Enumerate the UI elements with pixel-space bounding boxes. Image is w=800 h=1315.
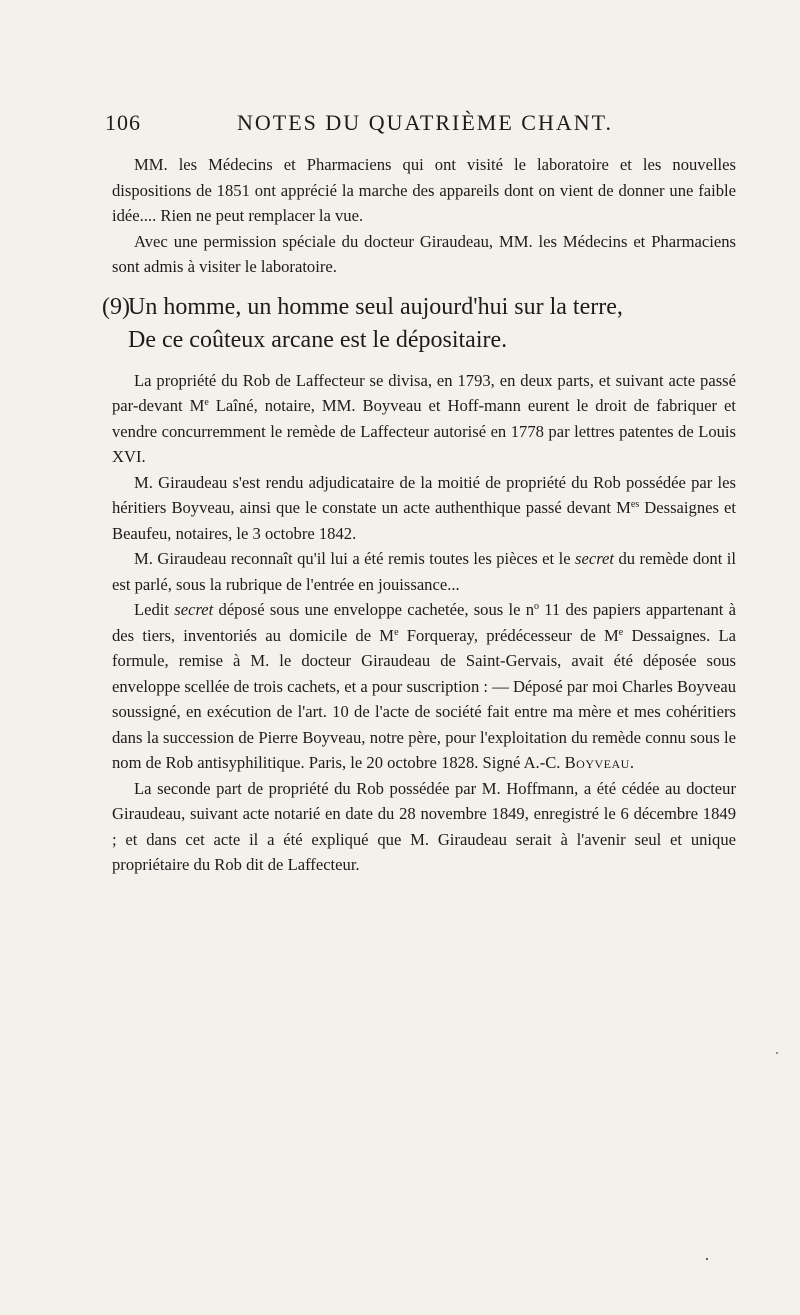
running-head [105, 110, 745, 138]
text-run: La propriété du Rob de Laffecteur se divisa, en 1793, en deux parts, et suivant acte passé par-devant M [112, 370, 736, 415]
emphasis: secret [575, 549, 615, 568]
text-run: déposé sous une enveloppe cachetée, sous le n [213, 600, 534, 619]
verse-line-1-text: Un homme, un homme seul aujourd'hui sur la terre, [128, 293, 623, 320]
running-title: NOTES DU QUATRIÈME CHANT. [237, 110, 613, 135]
paragraph-property-division [112, 368, 736, 470]
page-number: 106 [105, 110, 141, 135]
text-run: Ledit [134, 600, 175, 619]
body-text [102, 152, 737, 878]
paragraph-permission: Avec une permission spéciale du docteur Giraudeau, MM. les Médecins et Pharmaciens sont admis à visiter le laboratoire. [112, 231, 736, 276]
paragraph-second-part: La seconde part de propriété du Rob possédée par M. Hoffmann, a été cédée au docteur Giraudeau, suivant acte notarié en date du 28 novembre 1849, enregistré le 6 décembre 1849 ; et dans cet acte il a été expliqué que M. Giraudeau serait à l'avenir seul et unique propriétaire du Rob dit de Laffecteur. [112, 778, 736, 874]
paragraph-secret-remitted [112, 546, 736, 597]
verse-number: (9) [102, 293, 130, 320]
paragraph-visitors: MM. les Médecins et Pharmaciens qui ont visité le laboratoire et les nouvelles dispositions de 1851 ont apprécié la marche des appareils dont on vient de donner une faible idée.... Rien ne peut remplacer la vue. [112, 155, 736, 225]
text-run: Dessaignes et Beaufeu, notaires, le 3 octobre 1842. [112, 498, 736, 543]
signature-name: Boyveau. [564, 753, 635, 772]
superscript: e [204, 397, 209, 408]
verse-line-1 [102, 291, 736, 324]
text-run: 11 des papiers appartenant à des tiers, inventoriés au domicile de M [112, 600, 736, 645]
superscript: o [534, 601, 539, 612]
text-run: Forqueray, prédécesseur de M [398, 625, 619, 645]
superscript: es [630, 499, 640, 510]
emphasis: secret [174, 600, 214, 619]
paper-speck [706, 1258, 708, 1260]
paragraph-secret-deposit [112, 597, 736, 776]
text-run: M. Giraudeau reconnaît qu'il lui a été remis toutes les pièces et le [134, 549, 576, 568]
text-run: Dessaignes. La formule, remise à M. le docteur Giraudeau de Saint-Gervais, avait été déposée sous enveloppe scellée de trois cachets, et a pour suscription : — Déposé par moi Charles Boyveau soussigné, en exécution de l'art. 10 de l'acte de société fait entre ma mère et mes cohéritiers dans la succession de Pierre Boyveau, notre père, pour l'exploitation du remède connu sous le nom de Rob antisyphilitique. Paris, le 20 octobre 1828. Signé A.-C. [112, 625, 736, 772]
superscript: e [394, 626, 399, 638]
verse-quote [102, 291, 736, 357]
text-run: M. Giraudeau s'est rendu adjudicataire de la moitié de propriété du Rob possédée par les héritiers Boyveau, ainsi que le constate un acte authenthique passé devant M [112, 472, 736, 517]
text-run: Laîné, notaire, MM. Boyveau et Hoff-mann eurent le droit de fabriquer et vendre concurremment le remède de Laffecteur autorisé en 1778 par lettres patentes de Louis XVI. [112, 396, 737, 466]
verse-line-2: De ce coûteux arcane est le dépositaire. [128, 326, 508, 353]
paper-speck [776, 1052, 778, 1054]
text-run: du remède dont il est parlé, sous la rubrique de l'entrée en jouissance... [112, 549, 737, 594]
paragraph-adjudication [112, 470, 736, 547]
superscript: e [618, 626, 624, 638]
